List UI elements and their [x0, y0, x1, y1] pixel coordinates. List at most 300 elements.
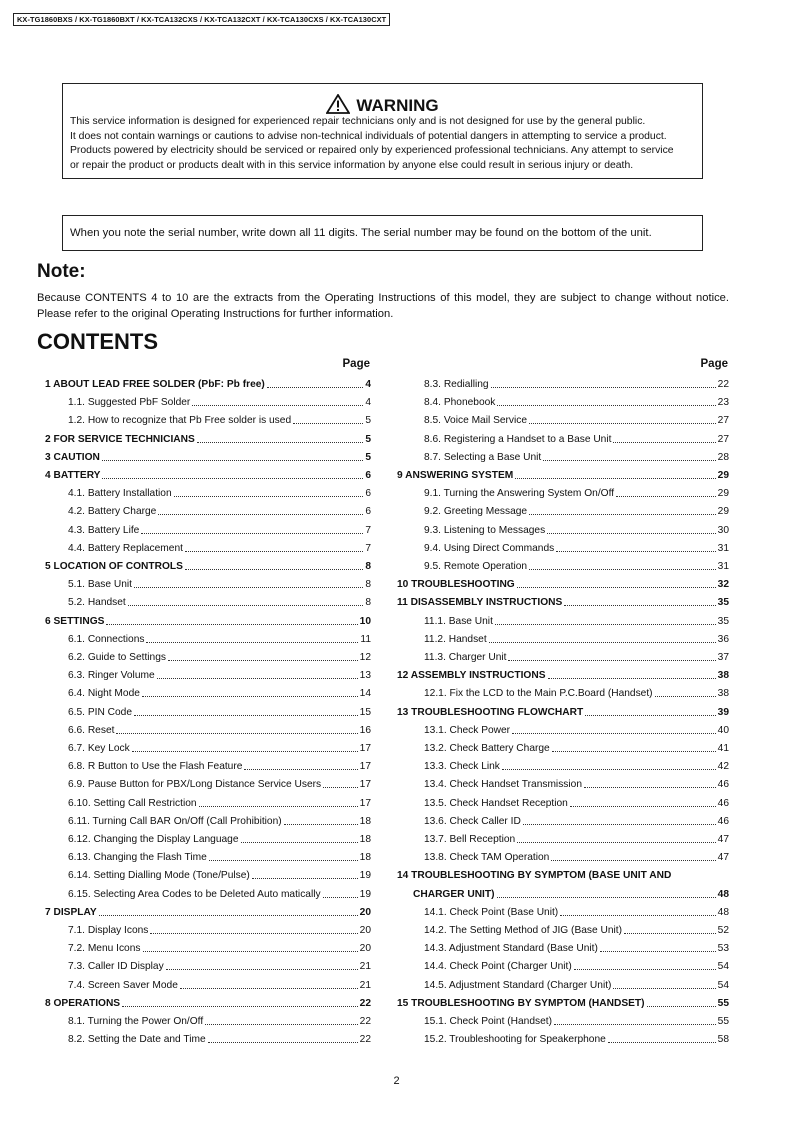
toc-entry-label: 1.2. How to recognize that Pb Free solder is used	[68, 415, 292, 427]
toc-entry-label: 13.8. Check TAM Operation	[424, 852, 550, 864]
toc-entry[interactable]	[424, 943, 729, 957]
warning-line: This service information is designed for experienced repair technicians only and is not designed for use by the general public.	[70, 116, 646, 127]
toc-entry[interactable]	[45, 907, 371, 921]
toc-entry[interactable]	[68, 816, 371, 830]
toc-entry-page: 7	[365, 542, 371, 554]
contents-title: CONTENTS	[37, 329, 158, 354]
toc-entry-page: 22	[359, 997, 371, 1009]
toc-entry-label: 1.1. Suggested PbF Solder	[68, 397, 191, 409]
toc-entry-label: 6.8. R Button to Use the Flash Feature	[68, 761, 243, 773]
toc-entry-label: 6.9. Pause Button for PBX/Long Distance Service Users	[68, 779, 322, 791]
toc-entry-label: 6.11. Turning Call BAR On/Off (Call Prohibition)	[68, 815, 282, 827]
toc-leader-dots	[134, 715, 358, 716]
toc-entry[interactable]	[68, 1034, 371, 1048]
toc-entry-page: 31	[717, 561, 729, 572]
toc-entry[interactable]	[424, 634, 729, 648]
toc-entry-label: 11.1. Base Unit	[424, 615, 493, 627]
toc-entry-page: 39	[717, 706, 729, 718]
toc-leader-dots	[515, 478, 715, 479]
toc-entry-label: 13.2. Check Battery Charge	[424, 743, 550, 754]
toc-entry-page: 19	[359, 888, 371, 900]
toc-entry-label: 7.1. Display Icons	[68, 925, 149, 936]
toc-entry-label: 13.7. Bell Reception	[424, 834, 516, 845]
toc-entry-label: 14.1. Check Point (Base Unit)	[424, 906, 559, 918]
toc-entry[interactable]	[424, 561, 729, 575]
toc-entry-page: 19	[359, 870, 371, 882]
toc-leader-dots	[491, 387, 716, 388]
toc-leader-dots	[556, 551, 715, 552]
toc-entry-page: 5	[365, 415, 371, 427]
toc-entry[interactable]	[424, 452, 729, 466]
toc-entry-label: 4.1. Battery Installation	[68, 488, 172, 500]
toc-leader-dots	[584, 787, 716, 788]
toc-entry-label: 13 TROUBLESHOOTING FLOWCHART	[397, 706, 584, 718]
toc-leader-dots	[608, 1042, 716, 1043]
toc-entry[interactable]	[68, 725, 371, 739]
toc-entry-page: 47	[717, 852, 729, 864]
toc-entry[interactable]	[68, 688, 371, 702]
toc-entry-page: 18	[359, 815, 371, 827]
toc-entry[interactable]	[45, 434, 371, 448]
toc-leader-dots	[508, 660, 715, 661]
toc-entry-page: 8	[365, 597, 371, 609]
toc-entry-page: 20	[359, 906, 371, 918]
toc-entry[interactable]	[68, 579, 371, 593]
toc-entry-label: 6.5. PIN Code	[68, 706, 132, 718]
toc-entry[interactable]	[424, 925, 729, 939]
toc-entry-page: 54	[717, 961, 729, 973]
toc-entry-label: 14.5. Adjustment Standard (Charger Unit)	[424, 979, 612, 991]
toc-entry[interactable]	[45, 561, 371, 575]
toc-entry[interactable]	[424, 506, 729, 520]
toc-entry-label: 2 FOR SERVICE TECHNICIANS	[45, 433, 195, 445]
toc-entry-label: 8 OPERATIONS	[45, 997, 121, 1009]
toc-entry-page: 29	[717, 506, 729, 518]
toc-leader-dots	[547, 533, 715, 534]
toc-leader-dots	[168, 660, 358, 661]
toc-entry[interactable]	[68, 652, 371, 666]
warning-title	[63, 94, 702, 116]
toc-entry[interactable]	[424, 798, 729, 812]
toc-entry-label: 12.1. Fix the LCD to the Main P.C.Board (Handset)	[424, 688, 653, 700]
toc-entry-label: 8.5. Voice Mail Service	[424, 415, 528, 427]
toc-entry-label: 6.7. Key Lock	[68, 743, 130, 754]
toc-entry[interactable]	[397, 998, 729, 1012]
toc-entry-label: 1 ABOUT LEAD FREE SOLDER (PbF: Pb free)	[45, 379, 265, 390]
toc-entry-label: 13.6. Check Caller ID	[424, 815, 521, 827]
toc-entry[interactable]	[45, 379, 371, 393]
toc-entry-label: CHARGER UNIT)	[413, 888, 495, 900]
toc-leader-dots	[150, 933, 357, 934]
toc-entry-page: 27	[717, 433, 729, 445]
toc-entry-label: 9.2. Greeting Message	[424, 506, 528, 518]
toc-entry[interactable]	[424, 761, 729, 775]
toc-leader-dots	[143, 951, 358, 952]
toc-entry[interactable]	[424, 616, 729, 630]
toc-leader-dots	[613, 442, 715, 443]
toc-entry[interactable]	[424, 652, 729, 666]
toc-entry-label: 9 ANSWERING SYSTEM	[397, 470, 514, 481]
page-column-label-left: Page	[342, 358, 370, 370]
toc-entry[interactable]	[68, 707, 371, 721]
toc-leader-dots	[543, 460, 715, 461]
toc-entry[interactable]	[68, 397, 371, 411]
toc-entry[interactable]	[68, 597, 371, 611]
toc-entry[interactable]	[68, 870, 371, 884]
toc-entry-page: 28	[717, 451, 729, 463]
toc-leader-dots	[585, 715, 715, 716]
toc-entry[interactable]	[424, 543, 729, 557]
toc-entry-label: 7.2. Menu Icons	[68, 943, 141, 955]
toc-entry-page: 20	[359, 943, 371, 955]
toc-leader-dots	[197, 442, 364, 443]
toc-leader-dots	[134, 587, 363, 588]
toc-entry-label: 6.1. Connections	[68, 633, 145, 645]
toc-entry-label: 7 DISPLAY	[45, 906, 97, 918]
toc-entry-label: 3 CAUTION	[45, 451, 100, 463]
toc-entry-page: 4	[365, 397, 371, 409]
toc-entry-label: 13.4. Check Handset Transmission	[424, 779, 582, 791]
toc-entry-label: 11 DISASSEMBLY INSTRUCTIONS	[397, 597, 563, 609]
toc-entry[interactable]	[424, 434, 729, 448]
toc-leader-dots	[241, 842, 358, 843]
warning-line: Products powered by electricity should be serviced or repaired only by experienced professional technicians. Any attempt to service	[70, 145, 674, 156]
toc-entry-page: 31	[717, 542, 729, 554]
toc-entry-label: 13.3. Check Link	[424, 761, 500, 773]
toc-entry[interactable]	[68, 889, 371, 903]
toc-entry[interactable]	[68, 834, 371, 848]
toc-entry-page: 17	[359, 797, 371, 809]
toc-entry-label: 6.4. Night Mode	[68, 688, 140, 700]
toc-entry-label: 4.3. Battery Life	[68, 524, 140, 536]
toc-entry-page: 8	[365, 579, 371, 591]
toc-entry-label: 15.1. Check Point (Handset)	[424, 1016, 552, 1027]
toc-entry[interactable]	[68, 943, 371, 957]
toc-entry-page: 6	[365, 488, 371, 500]
toc-entry[interactable]	[45, 616, 371, 630]
toc-entry-page: 37	[717, 652, 729, 663]
toc-entry-label: 9.3. Listening to Messages	[424, 524, 546, 536]
toc-leader-dots	[208, 1042, 358, 1043]
toc-entry-label: 14.3. Adjustment Standard (Base Unit)	[424, 943, 598, 955]
toc-entry-page: 30	[717, 524, 729, 536]
toc-entry-page: 12	[359, 652, 371, 663]
toc-leader-dots	[600, 951, 716, 952]
toc-entry-label: 7.4. Screen Saver Mode	[68, 979, 178, 991]
toc-entry[interactable]	[45, 470, 371, 484]
toc-entry[interactable]	[413, 889, 729, 903]
toc-leader-dots	[517, 842, 715, 843]
toc-entry-page: 23	[717, 397, 729, 409]
toc-entry-page: 27	[717, 415, 729, 427]
toc-entry-label: 12 ASSEMBLY INSTRUCTIONS	[397, 670, 546, 682]
toc-entry-page: 5	[365, 433, 371, 445]
page-number: 2	[393, 1075, 400, 1087]
toc-entry[interactable]	[68, 961, 371, 975]
toc-entry-label: 8.2. Setting the Date and Time	[68, 1034, 206, 1046]
toc-entry-label: 15 TROUBLESHOOTING BY SYMPTOM (HANDSET)	[397, 997, 645, 1009]
toc-entry-page: 8	[365, 561, 371, 572]
toc-leader-dots	[185, 569, 363, 570]
toc-entry-page: 35	[717, 615, 729, 627]
toc-leader-dots	[116, 733, 357, 734]
toc-leader-dots	[180, 988, 358, 989]
toc-leader-dots	[502, 769, 716, 770]
toc-leader-dots	[574, 969, 716, 970]
toc-entry-page: 20	[359, 925, 371, 936]
toc-leader-dots	[199, 806, 358, 807]
warning-line: or repair the product or products dealt with in this service information by anyone else could result in serious injury or death.	[70, 159, 634, 171]
toc-entry-label: 14.4. Check Point (Charger Unit)	[424, 961, 572, 973]
toc-entry-label: 15.2. Troubleshooting for Speakerphone	[424, 1034, 606, 1046]
toc-entry[interactable]	[424, 379, 729, 393]
toc-entry[interactable]	[424, 816, 729, 830]
toc-entry[interactable]	[424, 961, 729, 975]
toc-entry[interactable]	[424, 415, 729, 429]
toc-entry-page: 7	[365, 524, 371, 536]
toc-entry-page: 13	[359, 670, 371, 682]
toc-entry-label: 11.2. Handset	[424, 633, 487, 645]
toc-entry[interactable]	[68, 506, 371, 520]
toc-entry-page: 16	[359, 724, 371, 736]
toc-entry[interactable]	[397, 470, 729, 484]
toc-leader-dots	[497, 897, 716, 898]
toc-leader-dots	[267, 387, 364, 388]
toc-entry-page: 11	[360, 633, 371, 645]
toc-leader-dots	[529, 423, 716, 424]
toc-leader-dots	[122, 1006, 358, 1007]
toc-entry[interactable]	[68, 525, 371, 539]
toc-leader-dots	[157, 678, 358, 679]
toc-entry[interactable]	[424, 525, 729, 539]
toc-entry[interactable]	[68, 543, 371, 557]
toc-entry[interactable]	[424, 834, 729, 848]
toc-leader-dots	[570, 806, 716, 807]
toc-leader-dots	[489, 642, 716, 643]
toc-entry-page: 53	[717, 943, 729, 955]
toc-entry-label: 9.4. Using Direct Commands	[424, 542, 555, 554]
toc-entry-label: 7.3. Caller ID Display	[68, 961, 164, 973]
toc-entry[interactable]	[45, 998, 371, 1012]
toc-entry-page: 6	[365, 506, 371, 518]
toc-entry-label: 6.6. Reset	[68, 724, 115, 736]
toc-leader-dots	[647, 1006, 716, 1007]
toc-entry[interactable]	[397, 579, 729, 593]
toc-entry-page: 21	[359, 979, 371, 991]
toc-entry-page: 54	[717, 979, 729, 991]
toc-leader-dots	[252, 878, 358, 879]
toc-entry-page: 38	[717, 688, 729, 700]
toc-entry[interactable]	[397, 707, 729, 721]
toc-entry-page: 10	[359, 615, 371, 627]
toc-entry-label: 5.1. Base Unit	[68, 579, 132, 591]
toc-entry-label: 14.2. The Setting Method of JIG (Base Unit)	[424, 925, 623, 936]
toc-entry-label: 9.1. Turning the Answering System On/Off	[424, 488, 615, 500]
toc-leader-dots	[497, 405, 715, 406]
serial-note-box	[62, 215, 703, 251]
toc-entry-label: 4.4. Battery Replacement	[68, 542, 183, 554]
toc-entry-page: 36	[717, 633, 729, 645]
toc-entry-page: 5	[365, 451, 371, 463]
toc-entry-page: 15	[359, 706, 371, 718]
toc-entry[interactable]	[397, 870, 729, 884]
toc-entry-page: 22	[359, 1034, 371, 1046]
toc-leader-dots	[99, 915, 358, 916]
toc-leader-dots	[517, 587, 716, 588]
toc-entry-label: 5 LOCATION OF CONTROLS	[45, 561, 183, 572]
toc-entry[interactable]	[68, 925, 371, 939]
toc-entry-page: 35	[717, 597, 729, 609]
toc-entry[interactable]	[68, 980, 371, 994]
toc-entry[interactable]	[424, 1034, 729, 1048]
toc-leader-dots	[564, 605, 715, 606]
toc-entry[interactable]	[424, 397, 729, 411]
toc-entry-label: 6.15. Selecting Area Codes to be Deleted Auto matically	[68, 888, 321, 900]
toc-entry[interactable]	[424, 688, 729, 702]
toc-entry[interactable]	[424, 488, 729, 502]
toc-leader-dots	[209, 860, 358, 861]
toc-entry-label: 6.2. Guide to Settings	[68, 652, 166, 663]
toc-leader-dots	[192, 405, 363, 406]
warning-triangle-icon	[326, 94, 350, 114]
toc-entry[interactable]	[424, 852, 729, 866]
toc-entry-page: 22	[717, 379, 729, 390]
toc-leader-dots	[174, 496, 364, 497]
toc-entry-page: 17	[359, 779, 371, 791]
toc-entry-label: 11.3. Charger Unit	[424, 652, 507, 663]
toc-entry-label: 13.5. Check Handset Reception	[424, 797, 568, 809]
toc-entry[interactable]	[424, 980, 729, 994]
toc-entry-label: 8.7. Selecting a Base Unit	[424, 451, 542, 463]
toc-leader-dots	[613, 988, 715, 989]
toc-entry-page: 32	[717, 579, 729, 591]
toc-entry-page: 46	[717, 779, 729, 791]
toc-entry-page: 47	[717, 834, 729, 845]
toc-entry[interactable]	[68, 743, 371, 757]
toc-entry-page: 55	[717, 1016, 729, 1027]
toc-entry[interactable]	[45, 452, 371, 466]
toc-leader-dots	[512, 733, 716, 734]
toc-leader-dots	[142, 696, 358, 697]
model-header: KX-TG1860BXS / KX-TG1860BXT / KX-TCA132CXS / KX-TCA132CXT / KX-TCA130CXS / KX-TCA130CXT	[13, 13, 390, 26]
toc-entry-page: 38	[717, 670, 729, 682]
toc-entry-page: 22	[359, 1016, 371, 1027]
toc-entry-page: 6	[365, 470, 371, 481]
toc-entry-page: 29	[717, 470, 729, 481]
toc-leader-dots	[158, 514, 363, 515]
toc-entry-page: 14	[359, 688, 371, 700]
toc-entry[interactable]	[68, 670, 371, 684]
warning-line: It does not contain warnings or cautions to advise non-technical individuals of potential dangers in attempting to service a product.	[70, 130, 667, 142]
toc-entry-label: 4.2. Battery Charge	[68, 506, 157, 518]
toc-entry-page: 46	[717, 797, 729, 809]
toc-entry-page: 58	[717, 1034, 729, 1046]
toc-entry[interactable]	[68, 415, 371, 429]
note-title: Note:	[37, 261, 86, 282]
toc-leader-dots	[141, 533, 363, 534]
toc-leader-dots	[166, 969, 358, 970]
toc-leader-dots	[554, 1024, 716, 1025]
toc-entry-label: 6.12. Changing the Display Language	[68, 834, 239, 845]
page-column-label-right: Page	[700, 358, 728, 370]
toc-leader-dots	[244, 769, 357, 770]
toc-entry[interactable]	[68, 488, 371, 502]
serial-note-text: When you note the serial number, write down all 11 digits. The serial number may be found on the bottom of the unit.	[70, 227, 652, 239]
toc-leader-dots	[323, 787, 358, 788]
toc-entry-page: 29	[717, 488, 729, 500]
toc-leader-dots	[529, 514, 716, 515]
toc-entry[interactable]	[68, 634, 371, 648]
toc-entry-label: 9.5. Remote Operation	[424, 561, 528, 572]
toc-entry[interactable]	[424, 1016, 729, 1030]
toc-entry-label: 8.4. Phonebook	[424, 397, 496, 409]
toc-leader-dots	[655, 696, 716, 697]
toc-entry[interactable]	[68, 798, 371, 812]
toc-entry-label: 10 TROUBLESHOOTING	[397, 579, 515, 591]
toc-leader-dots	[323, 897, 358, 898]
toc-entry-label: 13.1. Check Power	[424, 724, 511, 736]
toc-leader-dots	[106, 624, 357, 625]
toc-entry[interactable]	[397, 597, 729, 611]
toc-entry[interactable]	[397, 670, 729, 684]
toc-leader-dots	[293, 423, 363, 424]
toc-entry-page: 46	[717, 815, 729, 827]
toc-leader-dots	[616, 496, 716, 497]
toc-entry-label: 8.1. Turning the Power On/Off	[68, 1016, 204, 1027]
toc-entry-label: 8.3. Redialling	[424, 379, 489, 390]
toc-entry[interactable]	[68, 761, 371, 775]
toc-leader-dots	[548, 678, 716, 679]
toc-leader-dots	[560, 915, 715, 916]
toc-entry[interactable]	[424, 743, 729, 757]
toc-entry-page: 48	[717, 906, 729, 918]
toc-entry-page: 48	[717, 888, 729, 900]
toc-entry[interactable]	[68, 779, 371, 793]
toc-entry[interactable]	[68, 1016, 371, 1030]
toc-entry-page: 55	[717, 997, 729, 1009]
toc-leader-dots	[205, 1024, 358, 1025]
toc-entry-page: 52	[717, 925, 729, 936]
toc-entry[interactable]	[68, 852, 371, 866]
toc-entry-label: 6.13. Changing the Flash Time	[68, 852, 207, 864]
toc-leader-dots	[146, 642, 358, 643]
toc-entry[interactable]	[424, 907, 729, 921]
toc-entry-page: 18	[359, 834, 371, 845]
toc-leader-dots	[552, 751, 716, 752]
toc-entry-label: 6.14. Setting Dialling Mode (Tone/Pulse)	[68, 870, 250, 882]
warning-box	[62, 83, 703, 179]
toc-leader-dots	[102, 478, 363, 479]
toc-entry[interactable]	[424, 725, 729, 739]
toc-entry-label: 14 TROUBLESHOOTING BY SYMPTOM (BASE UNIT AND	[397, 870, 672, 882]
toc-entry-page: 17	[359, 761, 371, 773]
toc-entry-page: 41	[717, 743, 729, 754]
toc-entry-page: 21	[359, 961, 371, 973]
toc-entry-label: 5.2. Handset	[68, 597, 126, 609]
toc-leader-dots	[284, 824, 358, 825]
toc-entry-label: 6.10. Setting Call Restriction	[68, 797, 197, 809]
toc-leader-dots	[128, 605, 364, 606]
toc-leader-dots	[551, 860, 715, 861]
toc-entry[interactable]	[424, 779, 729, 793]
toc-entry-label: 6.3. Ringer Volume	[68, 670, 155, 682]
toc-leader-dots	[529, 569, 716, 570]
toc-entry-page: 4	[365, 379, 371, 390]
toc-leader-dots	[102, 460, 363, 461]
toc-leader-dots	[523, 824, 716, 825]
toc-leader-dots	[132, 751, 358, 752]
toc-entry-page: 40	[717, 724, 729, 736]
